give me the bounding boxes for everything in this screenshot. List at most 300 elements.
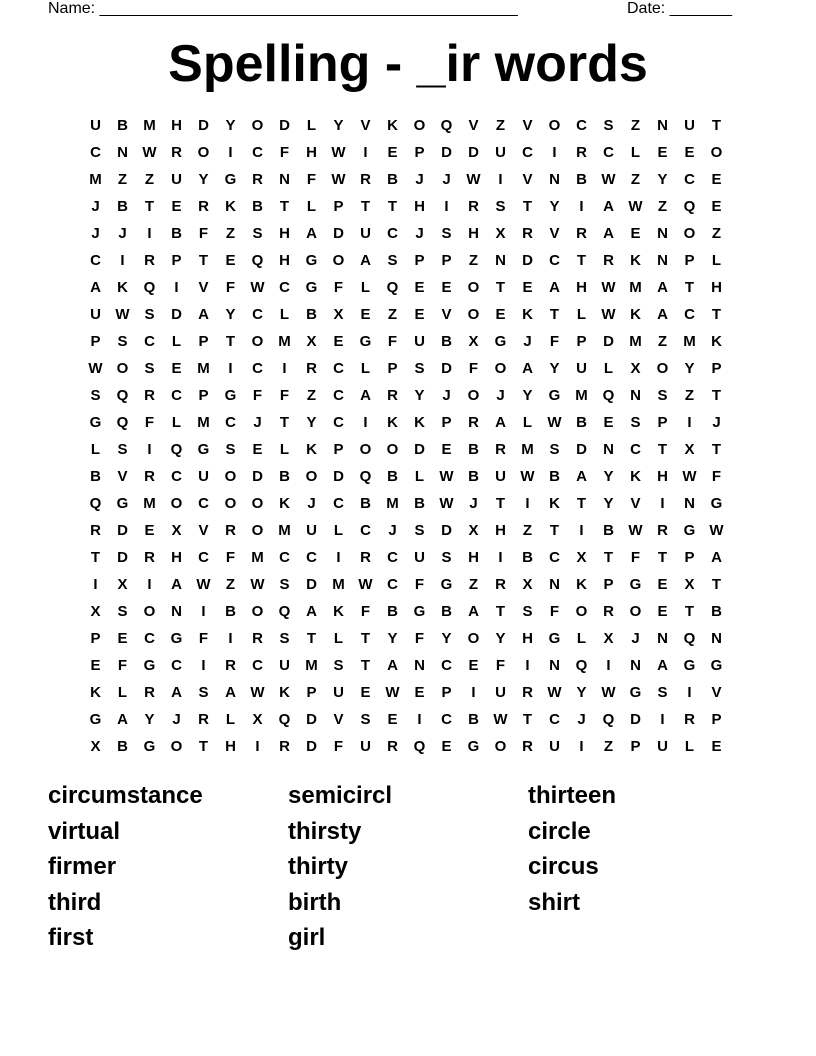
- grid-row: [82, 328, 730, 355]
- grid-row: [82, 544, 730, 571]
- grid-letter: D: [306, 711, 317, 728]
- grid-letter: G: [548, 387, 561, 404]
- grid-letter: I: [93, 576, 98, 593]
- grid-letter: K: [414, 414, 425, 431]
- grid-letter: T: [90, 549, 101, 566]
- grid-letter: Y: [198, 171, 209, 188]
- grid-letter: B: [360, 495, 371, 512]
- grid-letter: Z: [468, 252, 479, 269]
- word-list-item: shirt: [528, 888, 581, 916]
- word-search-grid: [82, 112, 730, 760]
- grid-letter: J: [442, 387, 451, 404]
- grid-letter: Q: [602, 711, 615, 728]
- grid-letter: O: [251, 495, 264, 512]
- grid-letter: Y: [603, 495, 614, 512]
- grid-letter: B: [711, 603, 722, 620]
- grid-letter: T: [306, 630, 317, 647]
- grid-letter: C: [306, 549, 317, 566]
- grid-letter: A: [306, 225, 317, 242]
- grid-letter: P: [90, 630, 101, 647]
- grid-letter: I: [660, 495, 665, 512]
- grid-letter: U: [360, 225, 371, 242]
- grid-row: [82, 679, 730, 706]
- grid-row: [82, 463, 730, 490]
- grid-row: [82, 247, 730, 274]
- grid-letter: P: [684, 252, 695, 269]
- grid-letter: U: [684, 117, 695, 134]
- grid-letter: H: [711, 279, 722, 296]
- grid-letter: H: [171, 549, 182, 566]
- grid-letter: T: [360, 198, 371, 215]
- grid-letter: Z: [522, 522, 533, 539]
- grid-row: [82, 193, 730, 220]
- grid-letter: E: [711, 738, 722, 755]
- grid-letter: P: [90, 333, 101, 350]
- grid-letter: Y: [549, 360, 560, 377]
- grid-row: [82, 706, 730, 733]
- grid-letter: Z: [603, 738, 614, 755]
- grid-letter: E: [630, 225, 641, 242]
- grid-letter: C: [630, 441, 641, 458]
- grid-letter: C: [252, 360, 263, 377]
- grid-letter: J: [307, 495, 316, 512]
- grid-letter: J: [415, 171, 424, 188]
- word-list-row: [48, 778, 768, 814]
- grid-letter: O: [575, 603, 588, 620]
- grid-letter: O: [143, 603, 156, 620]
- grid-letter: X: [306, 333, 317, 350]
- grid-row: [82, 625, 730, 652]
- grid-letter: E: [387, 711, 398, 728]
- grid-letter: L: [630, 144, 641, 161]
- grid-letter: B: [117, 117, 128, 134]
- grid-letter: W: [358, 576, 373, 593]
- grid-letter: U: [414, 549, 425, 566]
- grid-letter: T: [198, 738, 209, 755]
- grid-letter: E: [360, 684, 371, 701]
- grid-letter: T: [495, 603, 506, 620]
- worksheet-header: [48, 0, 748, 20]
- grid-letter: C: [387, 576, 398, 593]
- grid-letter: X: [576, 549, 587, 566]
- grid-letter: P: [603, 576, 614, 593]
- grid-letter: I: [579, 198, 584, 215]
- grid-letter: F: [549, 603, 560, 620]
- grid-letter: H: [225, 738, 236, 755]
- grid-letter: L: [414, 468, 425, 485]
- grid-letter: D: [117, 522, 128, 539]
- grid-letter: E: [360, 306, 371, 323]
- grid-letter: W: [88, 360, 103, 377]
- grid-letter: J: [712, 414, 721, 431]
- page-title: Spelling - _ir words: [168, 35, 648, 93]
- grid-letter: I: [282, 360, 287, 377]
- grid-letter: I: [228, 360, 233, 377]
- grid-letter: B: [576, 414, 587, 431]
- grid-letter: L: [360, 360, 371, 377]
- grid-letter: Y: [144, 711, 155, 728]
- grid-letter: I: [552, 144, 557, 161]
- grid-letter: L: [306, 198, 317, 215]
- grid-letter: U: [576, 360, 587, 377]
- grid-letter: Q: [602, 387, 615, 404]
- grid-letter: J: [631, 630, 640, 647]
- grid-letter: L: [279, 306, 290, 323]
- grid-letter: X: [684, 576, 695, 593]
- grid-letter: S: [657, 684, 668, 701]
- grid-letter: B: [468, 711, 479, 728]
- grid-letter: P: [333, 198, 344, 215]
- grid-letter: N: [549, 171, 560, 188]
- grid-letter: Y: [225, 117, 236, 134]
- grid-letter: C: [576, 117, 587, 134]
- grid-letter: I: [417, 711, 422, 728]
- grid-letter: T: [711, 387, 722, 404]
- grid-letter: G: [116, 495, 129, 512]
- grid-letter: S: [117, 441, 128, 458]
- grid-letter: C: [387, 225, 398, 242]
- grid-letter: I: [606, 657, 611, 674]
- grid-letter: T: [522, 198, 533, 215]
- grid-letter: B: [441, 603, 452, 620]
- grid-letter: I: [147, 441, 152, 458]
- grid-letter: P: [306, 684, 317, 701]
- grid-letter: P: [711, 360, 722, 377]
- grid-letter: T: [279, 414, 290, 431]
- grid-letter: R: [522, 684, 533, 701]
- grid-letter: W: [520, 468, 535, 485]
- word-list-item: circus: [528, 853, 599, 880]
- grid-letter: C: [603, 144, 614, 161]
- grid-letter: J: [172, 711, 181, 728]
- grid-letter: J: [91, 225, 100, 242]
- grid-letter: M: [278, 333, 291, 350]
- grid-letter: T: [198, 252, 209, 269]
- grid-row: [82, 517, 730, 544]
- grid-letter: L: [171, 414, 182, 431]
- grid-letter: C: [279, 279, 290, 296]
- grid-letter: C: [144, 333, 155, 350]
- grid-letter: D: [603, 333, 614, 350]
- grid-letter: L: [711, 252, 722, 269]
- grid-letter: W: [601, 171, 616, 188]
- grid-letter: P: [711, 711, 722, 728]
- grid-letter: A: [306, 603, 317, 620]
- grid-letter: S: [630, 414, 641, 431]
- grid-letter: A: [360, 252, 371, 269]
- grid-letter: T: [549, 522, 560, 539]
- word-list-item: thirsty: [288, 817, 362, 845]
- grid-letter: Q: [116, 387, 129, 404]
- grid-letter: S: [279, 630, 290, 647]
- grid-letter: F: [387, 333, 398, 350]
- grid-letter: F: [144, 414, 155, 431]
- grid-letter: W: [547, 684, 562, 701]
- grid-letter: T: [711, 441, 722, 458]
- grid-letter: T: [360, 630, 371, 647]
- grid-letter: Q: [278, 603, 291, 620]
- grid-letter: B: [603, 522, 614, 539]
- grid-letter: E: [90, 657, 101, 674]
- grid-letter: Z: [468, 576, 479, 593]
- grid-letter: L: [603, 360, 614, 377]
- grid-letter: F: [468, 360, 479, 377]
- grid-letter: D: [306, 738, 317, 755]
- grid-letter: G: [143, 738, 156, 755]
- grid-letter: O: [386, 441, 399, 458]
- grid-letter: M: [629, 333, 642, 350]
- grid-letter: A: [711, 549, 722, 566]
- grid-letter: B: [549, 468, 560, 485]
- grid-letter: B: [387, 171, 398, 188]
- grid-letter: M: [683, 333, 696, 350]
- grid-letter: W: [601, 684, 616, 701]
- grid-letter: R: [360, 549, 371, 566]
- grid-letter: T: [576, 495, 587, 512]
- grid-letter: I: [498, 171, 503, 188]
- grid-letter: E: [522, 279, 533, 296]
- grid-letter: L: [90, 441, 101, 458]
- grid-letter: F: [630, 549, 641, 566]
- grid-letter: W: [493, 711, 508, 728]
- grid-letter: T: [657, 549, 668, 566]
- grid-letter: O: [251, 333, 264, 350]
- grid-letter: C: [333, 414, 344, 431]
- word-list-item: [528, 920, 768, 956]
- grid-letter: S: [414, 522, 425, 539]
- grid-letter: F: [198, 225, 209, 242]
- grid-letter: Y: [576, 684, 587, 701]
- grid-letter: S: [522, 603, 533, 620]
- grid-letter: E: [225, 252, 236, 269]
- grid-letter: F: [252, 387, 263, 404]
- grid-letter: E: [252, 441, 263, 458]
- grid-letter: R: [198, 198, 209, 215]
- grid-letter: S: [441, 225, 452, 242]
- grid-letter: V: [198, 279, 209, 296]
- grid-letter: W: [628, 198, 643, 215]
- grid-letter: T: [549, 306, 560, 323]
- grid-letter: S: [117, 333, 128, 350]
- grid-letter: V: [522, 117, 533, 134]
- grid-letter: W: [331, 171, 346, 188]
- grid-letter: F: [360, 603, 371, 620]
- grid-letter: A: [171, 576, 182, 593]
- grid-letter: V: [522, 171, 533, 188]
- grid-letter: J: [523, 333, 532, 350]
- grid-letter: T: [603, 549, 614, 566]
- grid-letter: S: [333, 657, 344, 674]
- grid-letter: K: [387, 414, 398, 431]
- grid-letter: O: [683, 225, 696, 242]
- grid-letter: S: [441, 549, 452, 566]
- grid-letter: T: [360, 657, 371, 674]
- grid-letter: B: [576, 171, 587, 188]
- grid-letter: C: [198, 495, 209, 512]
- grid-letter: C: [144, 630, 155, 647]
- grid-letter: D: [306, 576, 317, 593]
- grid-letter: L: [522, 414, 533, 431]
- grid-letter: I: [471, 684, 476, 701]
- grid-letter: L: [576, 630, 587, 647]
- grid-letter: D: [333, 468, 344, 485]
- word-list-item: first: [48, 924, 94, 951]
- grid-letter: B: [441, 333, 452, 350]
- grid-letter: T: [576, 252, 587, 269]
- grid-letter: Y: [522, 387, 533, 404]
- grid-row: [82, 112, 730, 139]
- grid-letter: L: [171, 333, 182, 350]
- grid-letter: G: [305, 279, 318, 296]
- grid-letter: K: [306, 441, 317, 458]
- grid-letter: R: [603, 603, 614, 620]
- grid-letter: N: [630, 657, 641, 674]
- grid-letter: Q: [683, 198, 696, 215]
- grid-letter: I: [579, 738, 584, 755]
- grid-letter: D: [171, 306, 182, 323]
- grid-letter: A: [657, 279, 668, 296]
- grid-letter: E: [684, 144, 695, 161]
- grid-letter: Q: [278, 711, 291, 728]
- grid-letter: I: [498, 549, 503, 566]
- grid-letter: C: [171, 657, 182, 674]
- grid-letter: H: [468, 549, 479, 566]
- grid-letter: E: [171, 198, 182, 215]
- grid-letter: I: [255, 738, 260, 755]
- grid-letter: M: [89, 171, 102, 188]
- grid-letter: Z: [117, 171, 128, 188]
- grid-letter: Z: [684, 387, 695, 404]
- grid-letter: N: [171, 603, 182, 620]
- grid-letter: E: [441, 441, 452, 458]
- grid-letter: Z: [495, 117, 506, 134]
- grid-letter: R: [495, 576, 506, 593]
- grid-letter: V: [549, 225, 560, 242]
- grid-row: [82, 139, 730, 166]
- grid-letter: M: [251, 549, 264, 566]
- grid-letter: R: [225, 522, 236, 539]
- grid-letter: N: [657, 225, 668, 242]
- grid-letter: Z: [630, 117, 641, 134]
- grid-letter: O: [251, 603, 264, 620]
- grid-letter: O: [656, 360, 669, 377]
- grid-letter: A: [198, 306, 209, 323]
- grid-letter: J: [577, 711, 586, 728]
- grid-letter: H: [171, 117, 182, 134]
- grid-letter: N: [414, 657, 425, 674]
- grid-letter: V: [468, 117, 479, 134]
- grid-letter: B: [414, 495, 425, 512]
- grid-letter: K: [333, 603, 344, 620]
- grid-letter: O: [116, 360, 129, 377]
- grid-letter: M: [143, 495, 156, 512]
- grid-letter: E: [657, 576, 668, 593]
- grid-letter: L: [684, 738, 695, 755]
- grid-letter: A: [576, 468, 587, 485]
- grid-letter: C: [198, 549, 209, 566]
- grid-letter: S: [279, 576, 290, 593]
- grid-letter: C: [333, 495, 344, 512]
- grid-letter: O: [413, 117, 426, 134]
- grid-letter: X: [468, 333, 479, 350]
- grid-letter: G: [89, 711, 102, 728]
- grid-letter: F: [279, 387, 290, 404]
- grid-letter: I: [120, 252, 125, 269]
- grid-letter: Z: [306, 387, 317, 404]
- grid-letter: O: [710, 144, 723, 161]
- grid-letter: R: [657, 522, 668, 539]
- grid-letter: K: [711, 333, 722, 350]
- grid-letter: P: [198, 333, 209, 350]
- grid-letter: G: [440, 576, 453, 593]
- word-list-row: [48, 885, 768, 921]
- grid-letter: I: [228, 630, 233, 647]
- grid-letter: U: [657, 738, 668, 755]
- grid-letter: G: [683, 657, 696, 674]
- grid-letter: N: [684, 495, 695, 512]
- grid-letter: O: [305, 468, 318, 485]
- grid-letter: Q: [575, 657, 588, 674]
- grid-letter: G: [224, 387, 237, 404]
- grid-letter: O: [224, 468, 237, 485]
- grid-letter: A: [117, 711, 128, 728]
- grid-row: [82, 301, 730, 328]
- grid-letter: W: [250, 279, 265, 296]
- grid-letter: G: [548, 630, 561, 647]
- word-list: [48, 778, 768, 956]
- grid-letter: I: [174, 279, 179, 296]
- grid-letter: R: [306, 360, 317, 377]
- grid-letter: S: [90, 387, 101, 404]
- grid-letter: W: [331, 144, 346, 161]
- grid-letter: R: [495, 441, 506, 458]
- grid-letter: E: [171, 360, 182, 377]
- grid-letter: D: [279, 117, 290, 134]
- grid-letter: Q: [386, 279, 399, 296]
- grid-letter: F: [495, 657, 506, 674]
- grid-letter: C: [684, 306, 695, 323]
- grid-letter: V: [711, 684, 722, 701]
- grid-letter: O: [224, 495, 237, 512]
- grid-letter: M: [197, 414, 210, 431]
- grid-letter: J: [496, 387, 505, 404]
- grid-letter: X: [630, 360, 641, 377]
- grid-letter: S: [117, 603, 128, 620]
- grid-letter: E: [441, 279, 452, 296]
- grid-letter: U: [171, 171, 182, 188]
- grid-letter: Z: [144, 171, 155, 188]
- grid-letter: W: [250, 576, 265, 593]
- grid-letter: R: [576, 144, 587, 161]
- grid-letter: K: [225, 198, 236, 215]
- grid-letter: I: [201, 603, 206, 620]
- grid-letter: J: [415, 225, 424, 242]
- grid-letter: A: [171, 684, 182, 701]
- grid-letter: D: [414, 441, 425, 458]
- grid-letter: W: [250, 684, 265, 701]
- grid-letter: R: [387, 738, 398, 755]
- grid-letter: I: [363, 144, 368, 161]
- grid-letter: U: [198, 468, 209, 485]
- grid-letter: Z: [711, 225, 722, 242]
- grid-letter: V: [117, 468, 128, 485]
- grid-row: [82, 571, 730, 598]
- grid-letter: F: [414, 630, 425, 647]
- grid-letter: W: [466, 171, 481, 188]
- grid-letter: G: [359, 333, 372, 350]
- grid-letter: I: [525, 657, 530, 674]
- grid-letter: U: [333, 684, 344, 701]
